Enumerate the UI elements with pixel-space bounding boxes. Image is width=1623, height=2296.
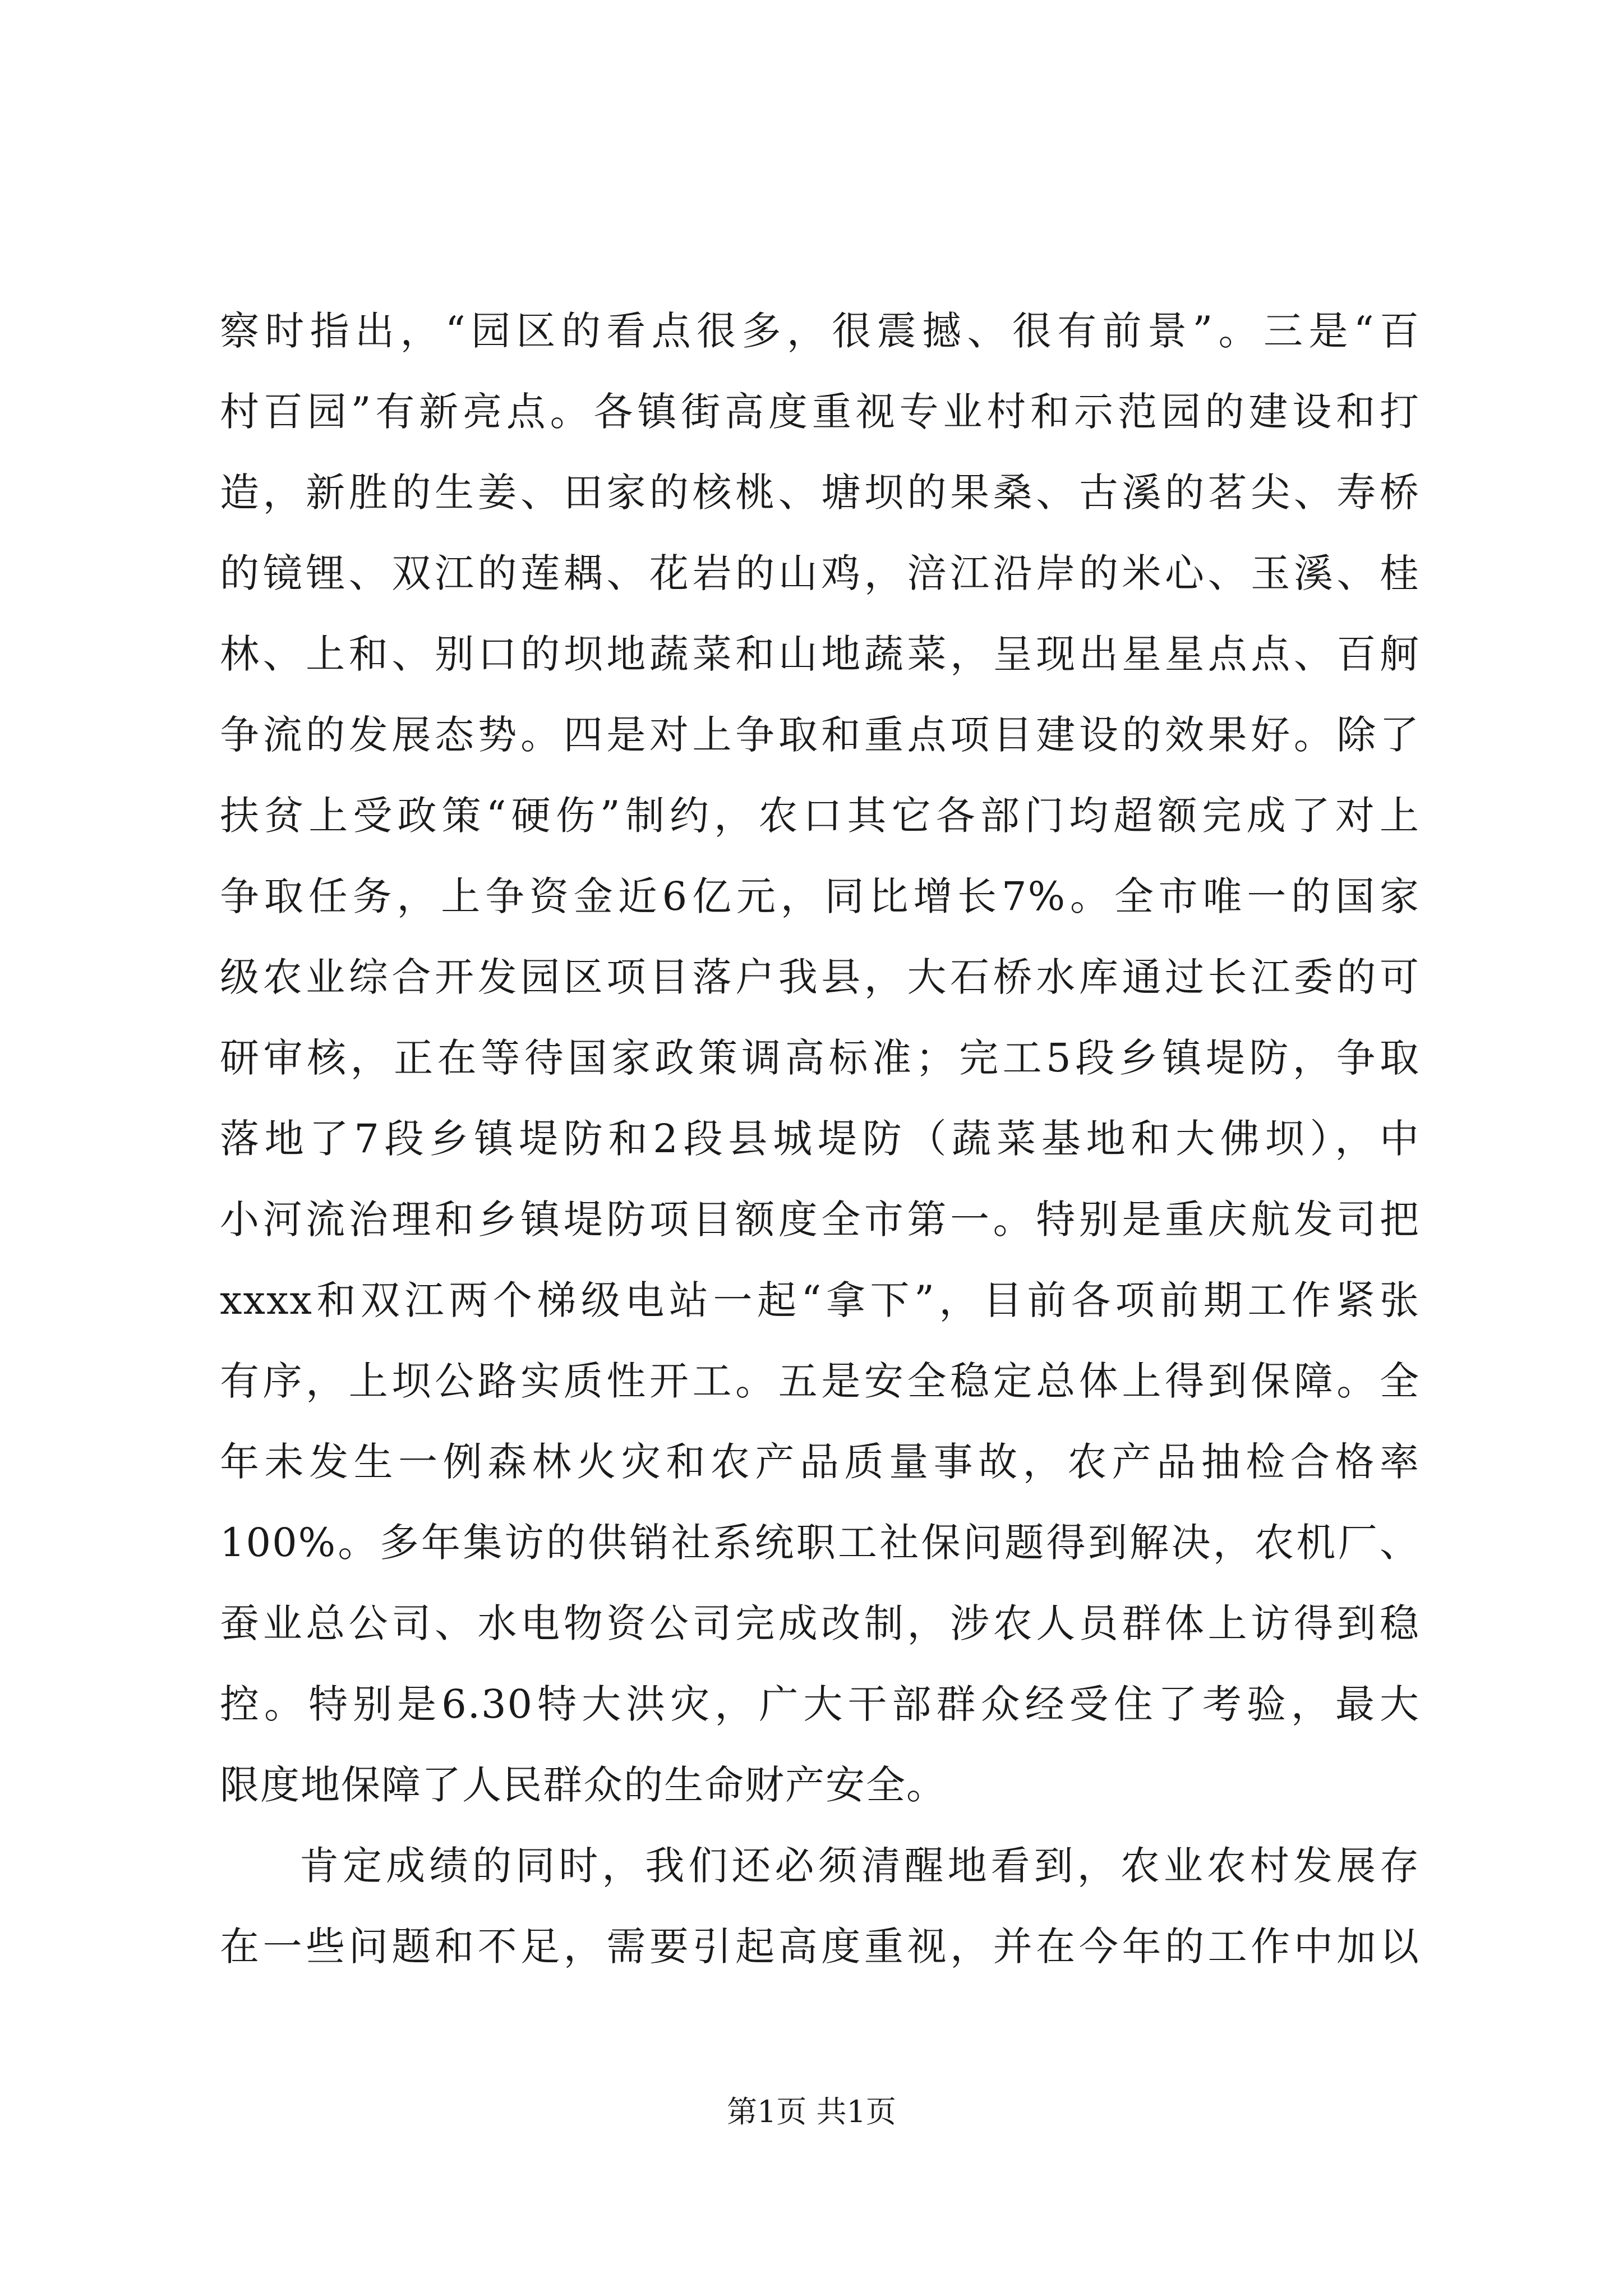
text-line: 造，新胜的生姜、田家的核桃、塘坝的果桑、古溪的茗尖、寿桥 — [220, 470, 1420, 516]
text-line: 落地了7段乡镇堤防和2段县城堤防（蔬菜基地和大佛坝），中 — [220, 1116, 1420, 1162]
text-line: 争流的发展态势。四是对上争取和重点项目建设的效果好。除了 — [220, 712, 1420, 758]
text-line: 肯定成绩的同时，我们还必须清醒地看到，农业农村发展存 — [299, 1843, 1420, 1889]
text-line: 年未发生一例森林火灾和农产品质量事故，农产品抽检合格率 — [220, 1439, 1420, 1485]
text-line: 在一些问题和不足，需要引起高度重视，并在今年的工作中加以 — [220, 1924, 1420, 1970]
text-line: xxxx和双江两个梯级电站一起“拿下”，目前各项前期工作紧张 — [220, 1277, 1420, 1323]
text-line: 有序，上坝公路实质性开工。五是安全稳定总体上得到保障。全 — [220, 1358, 1420, 1404]
text-line: 控。特别是6.30特大洪灾，广大干部群众经受住了考验，最大 — [220, 1681, 1420, 1727]
document-body — [220, 291, 1420, 1987]
text-line: 限度地保障了人民群众的生命财产安全。 — [220, 1762, 947, 1808]
text-line: 争取任务，上争资金近6亿元，同比增长7%。全市唯一的国家 — [220, 873, 1420, 919]
text-line: 林、上和、别口的坝地蔬菜和山地蔬菜，呈现出星星点点、百舸 — [220, 631, 1420, 677]
text-line: 村百园”有新亮点。各镇街高度重视专业村和示范园的建设和打 — [220, 389, 1420, 435]
text-line: 级农业综合开发园区项目落户我县，大石桥水库通过长江委的可 — [220, 954, 1420, 1000]
text-line: 扶贫上受政策“硬伤”制约，农口其它各部门均超额完成了对上 — [220, 793, 1420, 839]
text-line: 100%。多年集访的供销社系统职工社保问题得到解决，农机厂、 — [220, 1520, 1420, 1566]
text-line: 的镜锂、双江的莲耦、花岩的山鸡，涪江沿岸的米心、玉溪、桂 — [220, 550, 1420, 596]
text-line: 研审核，正在等待国家政策调高标准；完工5段乡镇堤防，争取 — [220, 1035, 1420, 1081]
text-line: 察时指出，“园区的看点很多，很震撼、很有前景”。三是“百 — [220, 308, 1420, 354]
text-line: 小河流治理和乡镇堤防项目额度全市第一。特别是重庆航发司把 — [220, 1197, 1420, 1243]
text-line: 蚕业总公司、水电物资公司完成改制，涉农人员群体上访得到稳 — [220, 1600, 1420, 1646]
page-number-footer: 第1页 共1页 — [727, 2094, 896, 2129]
